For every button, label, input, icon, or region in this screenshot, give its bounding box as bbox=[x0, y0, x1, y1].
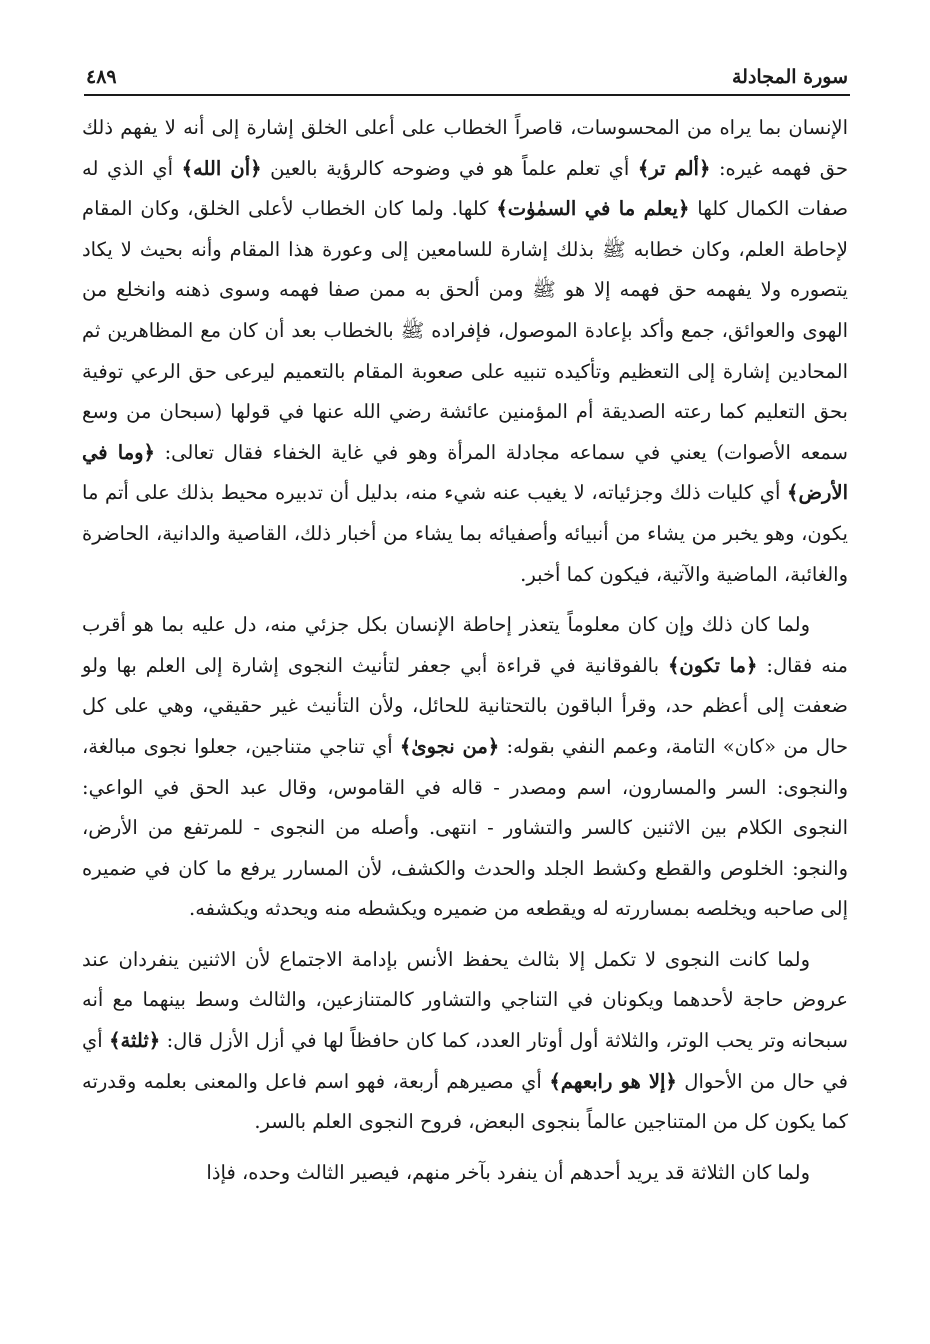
commentary-text: كلها. ولما كان الخطاب لأعلى الخلق، وكان المقام لإحاطة العلم، وكان خطابه ﷺ بذلك إشارة للسامعين إلى وعورة هذا المقام وأنه بحيث لا يكاد يتصوره ولا يفهمه حق فهمه إلا هو ﷺ ومن ألحق به ممن صفا فهمه وسوى ذهنه وانخلع من الهوى والعوائق، جمع وأكد بإعادة الموصول، فإفراده ﷺ بالخطاب بعد أن كان مع المظاهرين ثم المحادين إشارة إلى التعظيم وتأكيده تنبيه على صعوبة المقام بالتعميم ليرعى حق الرعي توفية بحق التعليم كما رعته الصديقة أم المؤمنين عائشة رضي الله عنها في قولها (سبحان من وسع سمعه الأصوات) يعني في سماعه مجادلة المرأة وهو في غاية الخفاء فقال تعالى: bbox=[82, 197, 848, 464]
body-text bbox=[82, 108, 848, 1193]
commentary-text: ولما كان الثلاثة قد يريد أحدهم أن ينفرد بآخر منهم، فيصير الثالث وحده، فإذا bbox=[206, 1160, 810, 1184]
running-head bbox=[86, 60, 848, 88]
page-number: ٤٨٩ bbox=[86, 66, 117, 88]
quran-quote: ﴿يعلم ما في السمٰوٰت﴾ bbox=[496, 197, 690, 221]
commentary-text: أي في حال من الأحوال bbox=[82, 1029, 849, 1093]
quran-quote: ﴿ألم تر﴾ bbox=[637, 156, 711, 180]
quran-quote: ﴿أن الله﴾ bbox=[181, 156, 262, 180]
commentary-text: أي الذي له صفات الكمال كلها bbox=[82, 156, 848, 221]
commentary-text: بالفوقانية في قراءة أبي جعفر لتأنيث النجوى إشارة إلى العلم بها ولو ضعفت إلى أعظم حد، وقرأ الباقون بالتحتانية للحائل، ولأن التأنيث غير حقيقي، وهي على كل حال من «كان» التامة، وعمم النفي بقوله: bbox=[82, 653, 849, 758]
paragraph bbox=[82, 605, 848, 930]
commentary-text: أي تناجي متناجين، جعلوا نجوى مبالغة، والنجوى: السر والمسارون، اسم ومصدر - قاله في القاموس، وقال عبد الحق في الواعي: النجوى الكلام بين الاثنين كالسر والتشاور - انتهى. وأصله من النجوى - للمرتفع من الأرض، والنجو: الخلوص والقطع وكشط الجلد والحدث والكشف، لأن المسارر يرفع ما كان في ضميره إلى صاحبه ويخلصه بمساررته له ويقطعه من ضميره ويكشطه منه ويحدثه ويكشفه. bbox=[82, 734, 848, 921]
paragraph bbox=[82, 108, 848, 595]
quran-quote: ﴿إلا هو رابعهم﴾ bbox=[549, 1069, 677, 1093]
commentary-text: أي كليات ذلك وجزئياته، لا يغيب عنه شيء منه، بدليل أن تدبيره محيط بذلك على أتم ما يكون، وهو يخبر من يشاء من أنبيائه وأصفيائه بما يشاء من أخبار ذلك، القاصية والدانية، الحاضرة والغائبة، الماضية والآتية، فيكون كما أخبر. bbox=[82, 481, 848, 586]
quran-quote: ﴿من نجوىٰ﴾ bbox=[399, 734, 500, 758]
paragraph bbox=[82, 1153, 848, 1194]
commentary-text: أي تعلم علماً هو في وضوحه كالرؤية بالعين bbox=[261, 156, 638, 180]
commentary-text: الإنسان بما يراه من المحسوسات، قاصراً الخطاب على أعلى الخلق إشارة إلى أنه لا يفهم ذلك حق فهمه غيره: bbox=[82, 116, 849, 180]
commentary-text: ولما كانت النجوى لا تكمل إلا بثالث يحفظ الأنس بإدامة الاجتماع لأن الاثنين ينفردان عند عروض حاجة لأحدهما ويكونان في التناجي والتشاور كالمتنازعين، والثالث وسط بينهما مع أنه سبحانه وتر يحب الوتر، والثلاثة أول أوتار العدد، كما كان حافظاً لها في أزل الأزل قال: bbox=[82, 947, 848, 1053]
quran-quote: ﴿وما في الأرض﴾ bbox=[82, 440, 848, 505]
surah-title: سورة المجادلة bbox=[731, 66, 848, 88]
quran-quote: ﴿ثلثة﴾ bbox=[109, 1029, 161, 1053]
header-rule bbox=[84, 94, 850, 96]
paragraph bbox=[82, 940, 848, 1143]
commentary-text: ولما كان ذلك وإن كان معلوماً يتعذر إحاطة الإنسان بكل جزئي منه، دل عليه بما هو أقرب منه فقال: bbox=[82, 613, 848, 677]
commentary-text: أي مصيرهم أربعة، فهو اسم فاعل والمعنى بعلمه وقدرته كما يكون كل من المتناجين عالماً بنجوى البعض، فروح النجوى العلم بالسر. bbox=[82, 1069, 848, 1134]
quran-quote: ﴿ما تكون﴾ bbox=[667, 653, 758, 677]
